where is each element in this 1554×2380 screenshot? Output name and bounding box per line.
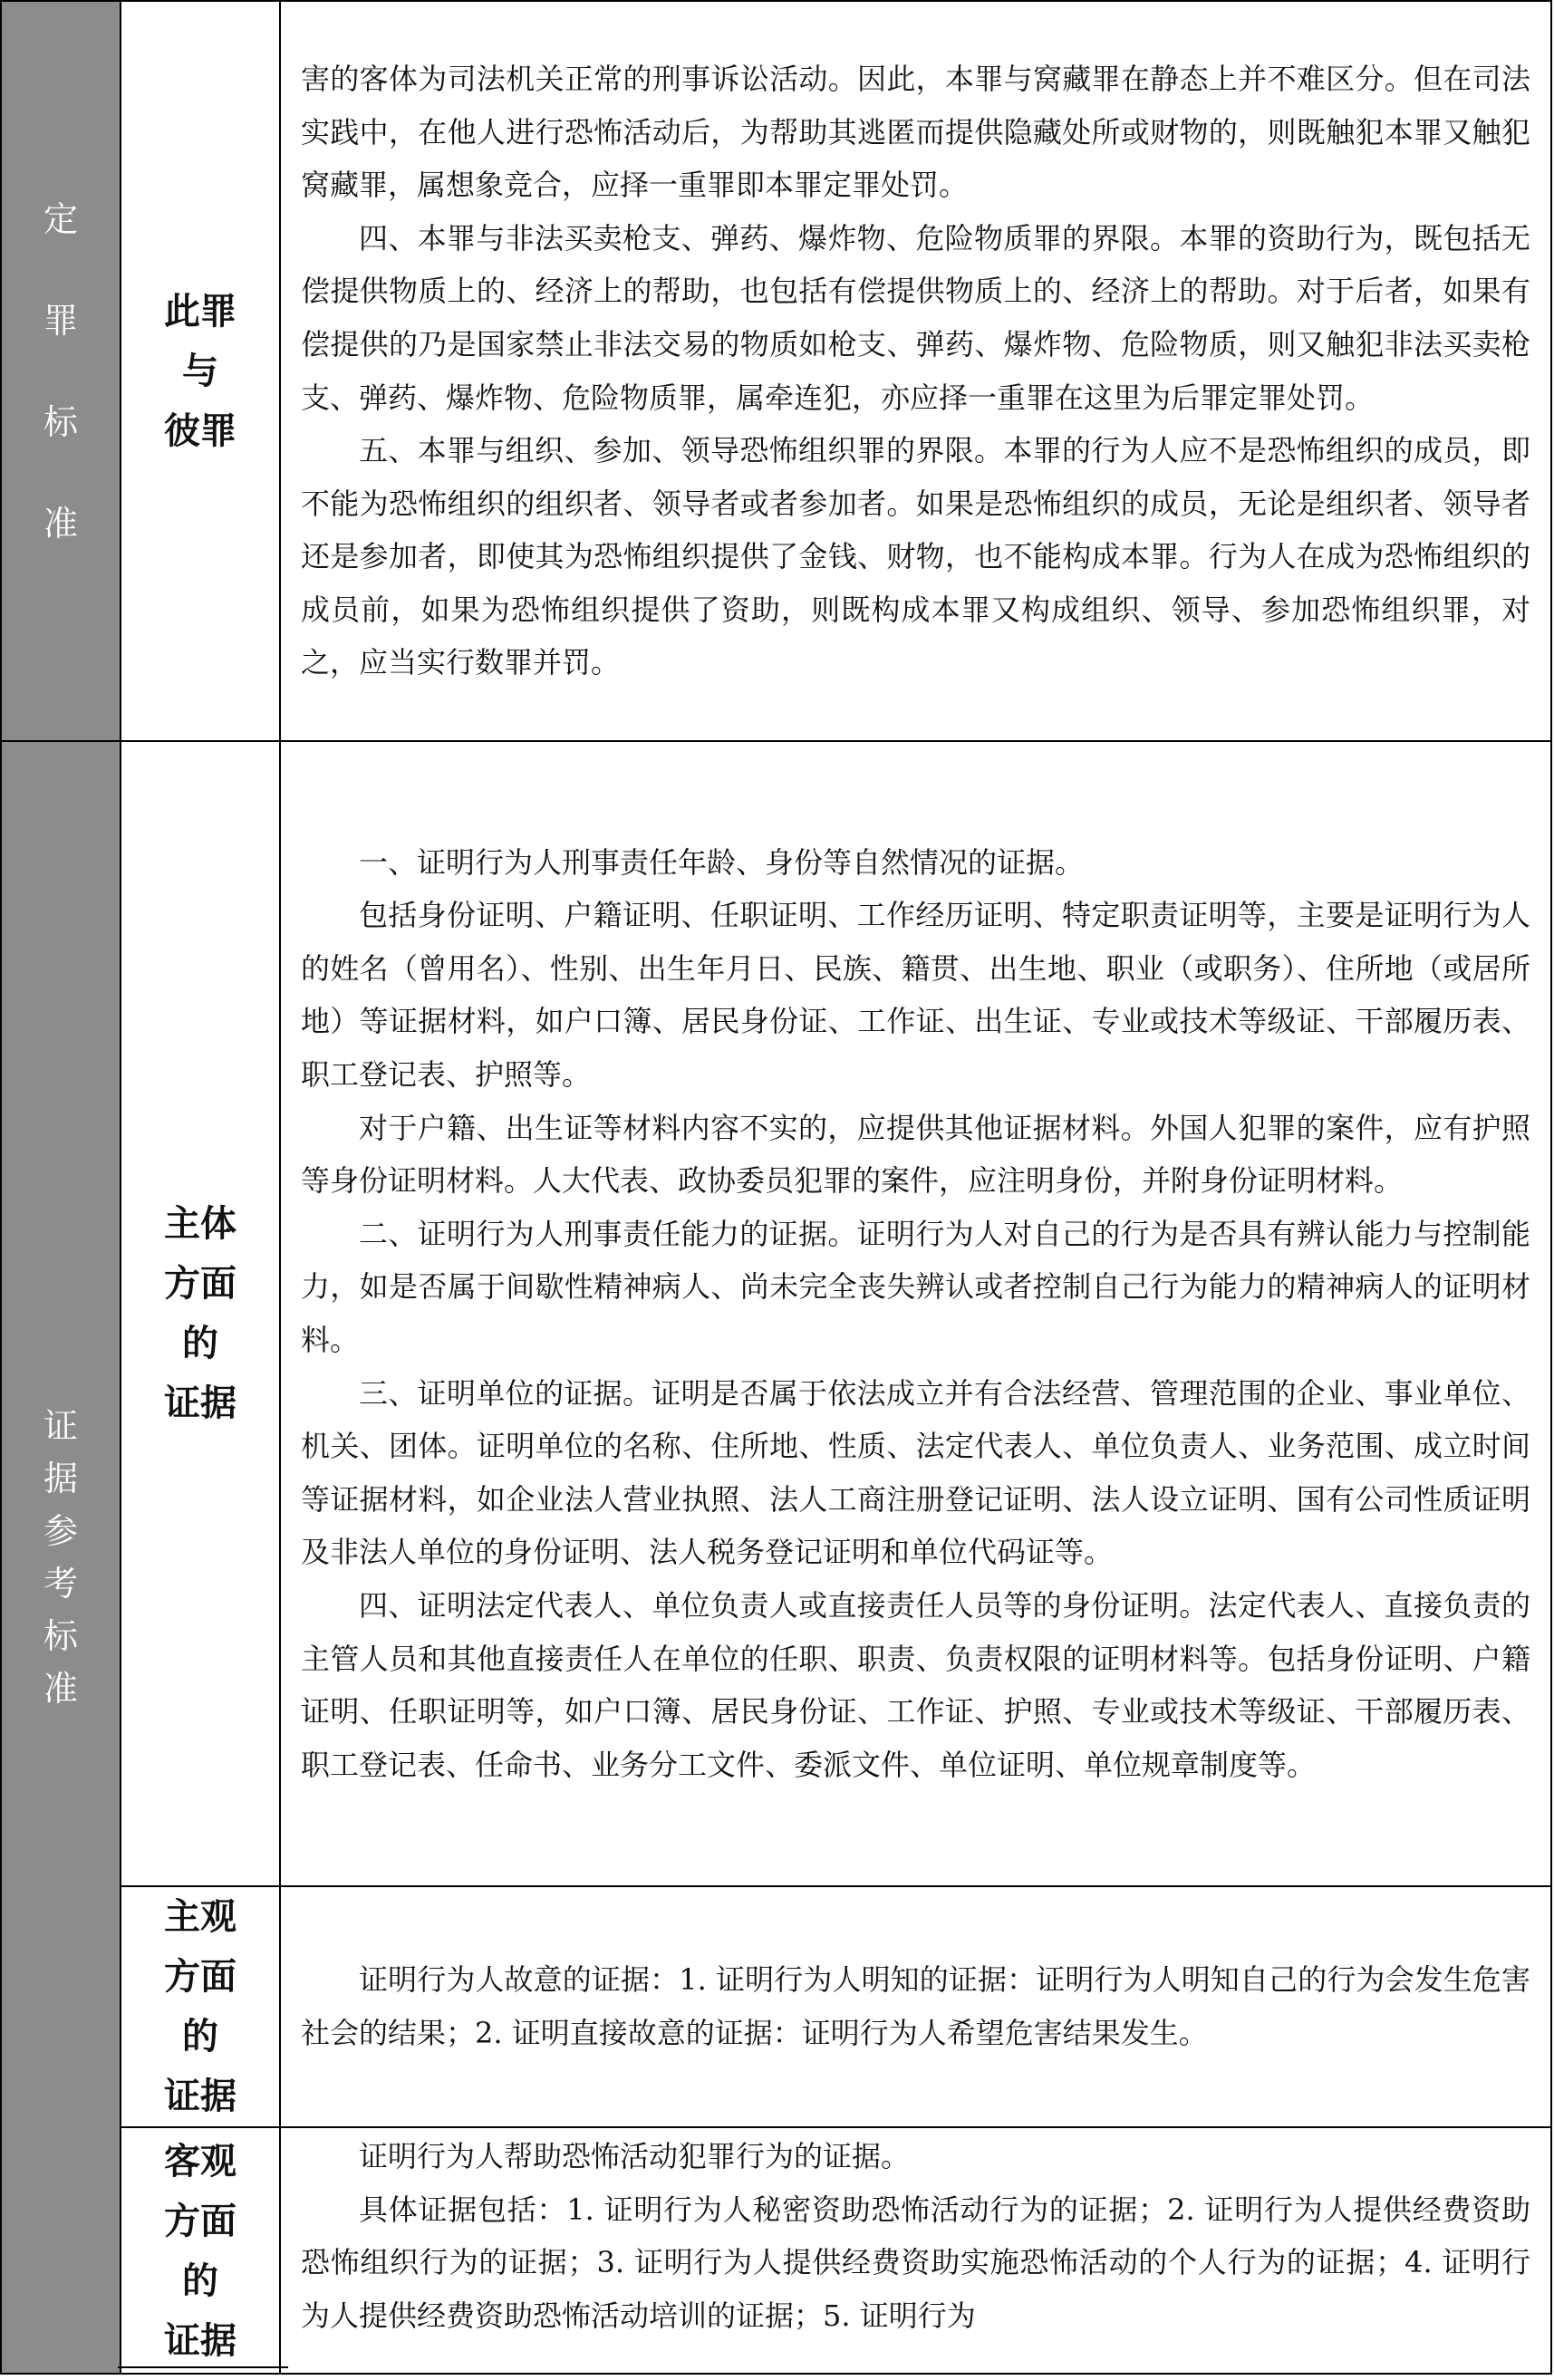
content-cell-objective (280, 2127, 1551, 2374)
paragraph: 二、证明行为人刑事责任能力的证据。证明行为人对自己的行为是否具有辨认能力与控制能力，如是否属于间歇性精神病人、尚未完全丧失辨认或者控制自己行为能力的精神病人的证明材料。 (301, 1216, 1530, 1357)
paragraph: 三、证明单位的证据。证明是否属于依法成立并有合法经营、管理范围的企业、事业单位、机关、团体。证明单位的名称、住所地、性质、法定代表人、单位负责人、业务范围、成立时间等证据材料，如企业法人营业执照、法人工商注册登记证明、法人设立证明、国有公司性质证明及非法人单位的身份证明、法人税务登记证明和单位代码证等。 (301, 1375, 1530, 1570)
row-label-line: 与 (182, 350, 218, 392)
row-label-line: 主体 (164, 1203, 236, 1245)
table-row (1, 2127, 1551, 2374)
row-label-line: 方面 (164, 1956, 236, 1998)
row-label-line: 此罪 (164, 290, 236, 332)
row-label-subjective (121, 1887, 279, 2126)
content-cell-subject (280, 741, 1551, 1886)
row-label-subject (121, 1194, 279, 1433)
row-label-objective (121, 2128, 279, 2371)
content-text (281, 53, 1550, 689)
row-label-line: 方面 (164, 1263, 236, 1305)
row-label-line: 彼罪 (164, 410, 236, 452)
row-label-line: 的 (182, 1323, 218, 1364)
paragraph: 具体证据包括：1. 证明行为人秘密资助恐怖活动行为的证据；2. 证明行为人提供经费资助恐怖组织行为的证据；3. 证明行为人提供经费资助实施恐怖活动的个人行为的证据；4. 证明行为人提供经费资助恐怖活动培训的证据；5. 证明行为 (301, 2192, 1530, 2333)
row-label-cell (121, 741, 280, 1886)
row-label-cell (121, 1886, 280, 2127)
row-label-cell (121, 2127, 280, 2374)
row-label-line: 证据 (164, 2076, 236, 2117)
paragraph: 对于户籍、出生证等材料内容不实的，应提供其他证据材料。外国人犯罪的案件，应有护照等身份证明材料。人大代表、政协委员犯罪的案件，应注明身份，并附身份证明材料。 (301, 1110, 1530, 1199)
section-label-conviction (2, 169, 120, 574)
row-label-line: 的 (182, 2016, 218, 2057)
section-cell-evidence (1, 741, 121, 2374)
row-label-line: 客观 (164, 2141, 236, 2182)
footer-rule (118, 2366, 288, 2368)
section-char: 据 (43, 1459, 78, 1498)
content-text (281, 1953, 1550, 2059)
table-row (1, 1, 1551, 741)
row-label-line: 的 (182, 2260, 218, 2302)
content-cell-this-and-other (280, 1, 1551, 741)
row-label-line: 证据 (164, 2320, 236, 2362)
paragraph: 证明行为人帮助恐怖活动犯罪行为的证据。 (359, 2139, 911, 2173)
section-char: 定 (43, 198, 78, 239)
paragraph: 四、证明法定代表人、单位负责人或直接责任人员等的身份证明。法定代表人、直接负责的主管人员和其他直接责任人在单位的任职、职责、负责权限的证明材料等。包括身份证明、户籍证明、任职证明等，如户口簿、居民身份证、工作证、护照、专业或技术等级证、干部履历表、职工登记表、任命书、业务分工文件、委派文件、单位证明、单位规章制度等。 (301, 1587, 1530, 1782)
row-label-this-and-other (121, 282, 279, 461)
section-char: 准 (43, 1669, 78, 1709)
section-char: 罪 (43, 300, 78, 341)
section-char: 标 (43, 401, 78, 442)
paragraph: 证明行为人故意的证据：1. 证明行为人明知的证据：证明行为人明知自己的行为会发生危害社会的结果；2. 证明直接故意的证据：证明行为人希望危害结果发生。 (301, 1962, 1530, 2050)
paragraph: 包括身份证明、户籍证明、任职证明、工作经历证明、特定职责证明等，主要是证明行为人的姓名（曾用名）、性别、出生年月日、民族、籍贯、出生地、职业（或职务）、住所地（或居所地）等证据材料，如户口簿、居民身份证、工作证、出生证、专业或技术等级证、干部履历表、职工登记表、护照等。 (301, 898, 1530, 1093)
row-label-line: 方面 (164, 2201, 236, 2242)
paragraph: 一、证明行为人刑事责任年龄、身份等自然情况的证据。 (359, 844, 1085, 880)
row-label-cell (121, 1, 280, 741)
section-label-evidence (2, 1400, 120, 1715)
section-char: 考 (43, 1564, 78, 1604)
paragraph: 五、本罪与组织、参加、领导恐怖组织罪的界限。本罪的行为人应不是恐怖组织的成员，即不能为恐怖组织的组织者、领导者或者参加者。如果是恐怖组织的成员，无论是组织者、领导者还是参加者，即使其为恐怖组织提供了金钱、财物，也不能构成本罪。行为人在成为恐怖组织的成员前，如果为恐怖组织提供了资助，则既构成本罪又构成组织、领导、参加恐怖组织罪，对之，应当实行数罪并罚。 (301, 433, 1530, 680)
paragraph: 四、本罪与非法买卖枪支、弹药、爆炸物、危险物质罪的界限。本罪的资助行为，既包括无偿提供物质上的、经济上的帮助，也包括有偿提供物质上的、经济上的帮助。对于后者，如果有偿提供的乃是国家禁止非法交易的物质如枪支、弹药、爆炸物、危险物质，则又触犯非法买卖枪支、弹药、爆炸物、危险物质罪，属牵连犯，亦应择一重罪在这里为后罪定罪处罚。 (301, 220, 1530, 415)
section-char: 参 (43, 1511, 78, 1551)
row-label-line: 主观 (164, 1896, 236, 1938)
content-text (281, 2128, 1550, 2342)
table-row (1, 1886, 1551, 2127)
content-text (281, 836, 1550, 1792)
section-cell-conviction (1, 1, 121, 741)
content-cell-subjective (280, 1886, 1551, 2127)
paragraph: 害的客体为司法机关正常的刑事诉讼活动。因此，本罪与窝藏罪在静态上并不难区分。但在司法实践中，在他人进行恐怖活动后，为帮助其逃匿而提供隐藏处所或财物的，则既触犯本罪又触犯窝藏罪，属想象竞合，应择一重罪即本罪定罪处罚。 (301, 61, 1530, 203)
section-char: 标 (43, 1616, 78, 1656)
section-char: 准 (43, 503, 78, 544)
table-row (1, 741, 1551, 1886)
section-char: 证 (43, 1406, 78, 1446)
row-label-line: 证据 (164, 1383, 236, 1424)
